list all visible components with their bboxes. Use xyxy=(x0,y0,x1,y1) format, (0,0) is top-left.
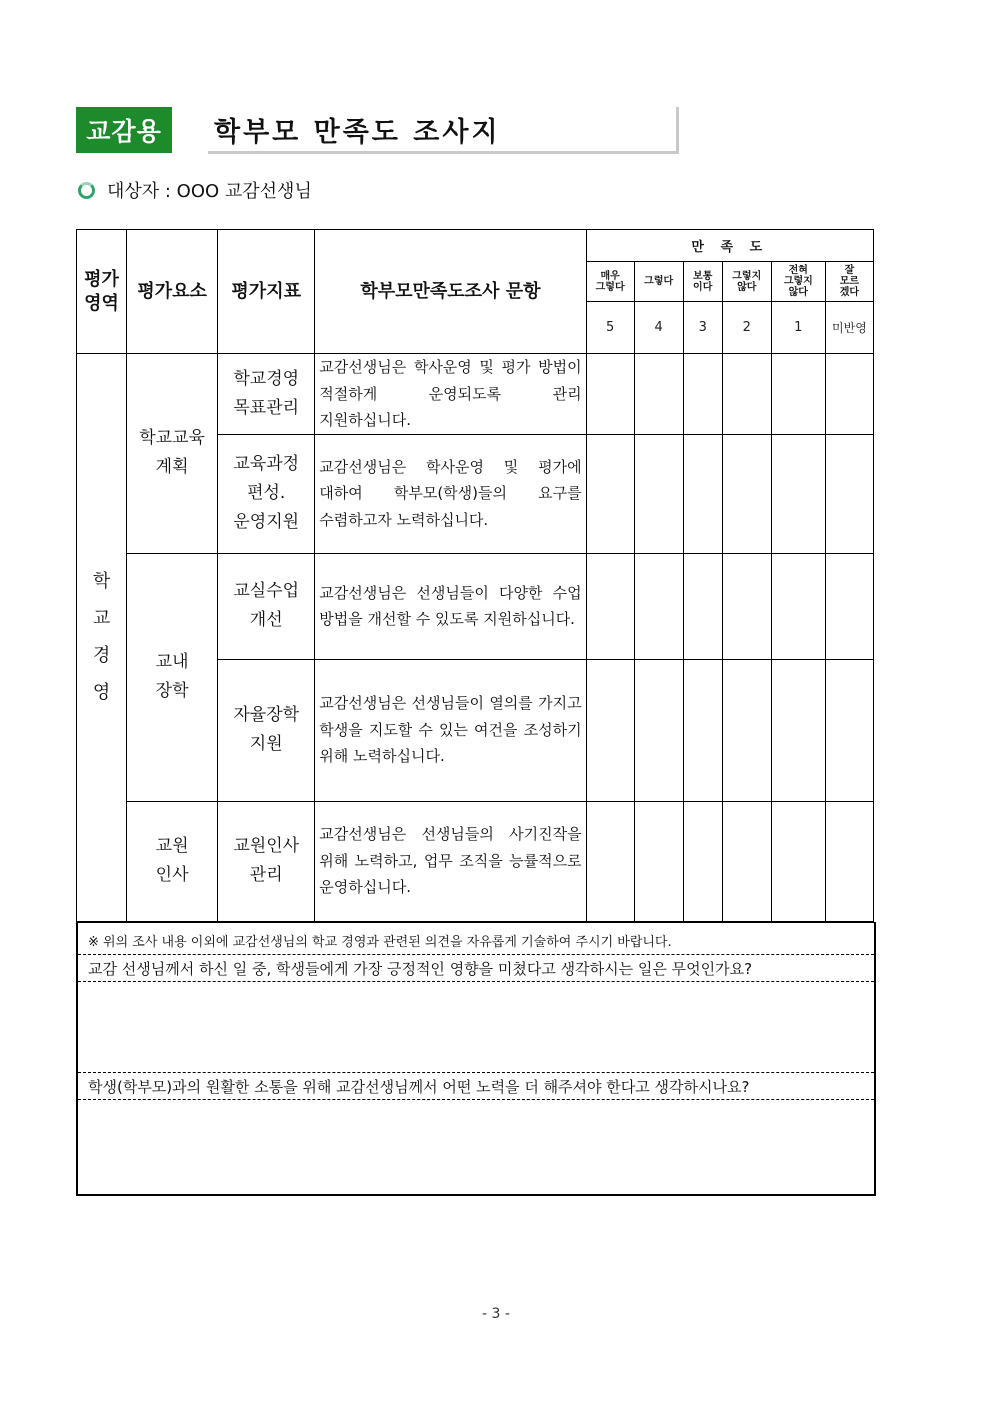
header-indicator: 평가지표 xyxy=(218,230,315,354)
rating-cell-na[interactable] xyxy=(825,434,873,553)
open-question-1: 교감 선생님께서 하신 일 중, 학생들에게 가장 긍정적인 영향을 미쳤다고 생각하시는 일은 무엇인가요? xyxy=(88,960,753,978)
rating-cell-1[interactable] xyxy=(771,434,825,553)
role-badge: 교감용 xyxy=(76,107,172,153)
page-title: 학부모 만족도 조사지 xyxy=(208,107,679,154)
circle-bullet-icon xyxy=(78,182,95,199)
scale-value: 4 xyxy=(634,302,683,354)
header-satisfaction: 만 족 도 xyxy=(586,230,873,262)
table-row xyxy=(77,553,874,659)
scale-label: 그렇지 않다 xyxy=(722,262,771,302)
indicator-cell: 교육과정 편성. 운영지원 xyxy=(218,434,315,553)
comments-note: ※ 위의 조사 내용 이외에 교감선생님의 학교 경영과 관련된 의견을 자유롭게 기술하여 주시기 바랍니다. xyxy=(88,935,672,950)
rating-cell-3[interactable] xyxy=(683,434,722,553)
rating-cell-1[interactable] xyxy=(771,354,825,435)
scale-label: 매우 그렇다 xyxy=(586,262,634,302)
rating-cell-3[interactable] xyxy=(683,801,722,921)
header-element: 평가요소 xyxy=(127,230,218,354)
rating-cell-2[interactable] xyxy=(722,659,771,801)
rating-cell-5[interactable] xyxy=(586,434,634,553)
scale-label: 보통 이다 xyxy=(683,262,722,302)
area-cell: 학 교 경 영 xyxy=(77,354,127,922)
dashed-divider xyxy=(78,1072,874,1073)
question-cell: 교감선생님은 선생님들의 사기진작을 위해 노력하고, 업무 조직을 능률적으로 운영하십니다. xyxy=(315,801,586,921)
rating-cell-3[interactable] xyxy=(683,354,722,435)
rating-cell-5[interactable] xyxy=(586,659,634,801)
page-number: - 3 - xyxy=(482,1306,510,1322)
scale-label: 잘 모르 겠다 xyxy=(825,262,873,302)
indicator-cell: 자율장학 지원 xyxy=(218,659,315,801)
element-cell: 교내 장학 xyxy=(127,553,218,801)
rating-cell-1[interactable] xyxy=(771,659,825,801)
rating-cell-2[interactable] xyxy=(722,553,771,659)
rating-cell-na[interactable] xyxy=(825,553,873,659)
scale-label: 그렇다 xyxy=(634,262,683,302)
rating-cell-2[interactable] xyxy=(722,354,771,435)
rating-cell-4[interactable] xyxy=(634,434,683,553)
scale-value: 미반영 xyxy=(825,302,873,354)
indicator-cell: 학교경영 목표관리 xyxy=(218,354,315,435)
rating-cell-4[interactable] xyxy=(634,659,683,801)
dashed-divider xyxy=(78,954,874,955)
question-cell: 교감선생님은 선생님들이 열의를 가지고 학생을 지도할 수 있는 여건을 조성하기 위해 노력하십니다. xyxy=(315,659,586,801)
question-cell: 교감선생님은 학사운영 및 평가에 대하여 학부모(학생)들의 요구를 수렴하고자 노력하십니다. xyxy=(315,434,586,553)
question-cell: 교감선생님은 선생님들이 다양한 수업 방법을 개선할 수 있도록 지원하십니다. xyxy=(315,553,586,659)
rating-cell-na[interactable] xyxy=(825,354,873,435)
answer-area-1[interactable] xyxy=(78,982,874,1072)
rating-cell-1[interactable] xyxy=(771,553,825,659)
survey-target xyxy=(78,177,312,203)
scale-value: 3 xyxy=(683,302,722,354)
rating-cell-4[interactable] xyxy=(634,553,683,659)
open-comments-box xyxy=(76,922,876,1196)
question-cell: 교감선생님은 학사운영 및 평가 방법이 적절하게 운영되도록 관리 지원하십니다. xyxy=(315,354,586,435)
open-question-2: 학생(학부모)과의 원활한 소통을 위해 교감선생님께서 어떤 노력을 더 해주셔야 한다고 생각하시나요? xyxy=(88,1078,750,1096)
rating-cell-na[interactable] xyxy=(825,659,873,801)
element-cell: 교원 인사 xyxy=(127,801,218,921)
rating-cell-2[interactable] xyxy=(722,434,771,553)
scale-value: 1 xyxy=(771,302,825,354)
header-area: 평가 영역 xyxy=(77,230,127,354)
indicator-cell: 교원인사 관리 xyxy=(218,801,315,921)
rating-cell-5[interactable] xyxy=(586,354,634,435)
rating-cell-3[interactable] xyxy=(683,659,722,801)
table-row xyxy=(77,801,874,921)
element-cell: 학교교육 계획 xyxy=(127,354,218,554)
survey-table xyxy=(76,229,874,922)
table-row xyxy=(77,354,874,435)
rating-cell-5[interactable] xyxy=(586,801,634,921)
scale-value: 2 xyxy=(722,302,771,354)
survey-target-label: 대상자 : OOO 교감선생님 xyxy=(107,181,312,202)
rating-cell-1[interactable] xyxy=(771,801,825,921)
rating-cell-5[interactable] xyxy=(586,553,634,659)
rating-cell-na[interactable] xyxy=(825,801,873,921)
rating-cell-4[interactable] xyxy=(634,801,683,921)
indicator-cell: 교실수업 개선 xyxy=(218,553,315,659)
scale-value: 5 xyxy=(586,302,634,354)
header-question: 학부모만족도조사 문항 xyxy=(315,230,586,354)
rating-cell-4[interactable] xyxy=(634,354,683,435)
scale-label: 전혀 그렇지 않다 xyxy=(771,262,825,302)
rating-cell-2[interactable] xyxy=(722,801,771,921)
answer-area-2[interactable] xyxy=(78,1100,874,1194)
rating-cell-3[interactable] xyxy=(683,553,722,659)
